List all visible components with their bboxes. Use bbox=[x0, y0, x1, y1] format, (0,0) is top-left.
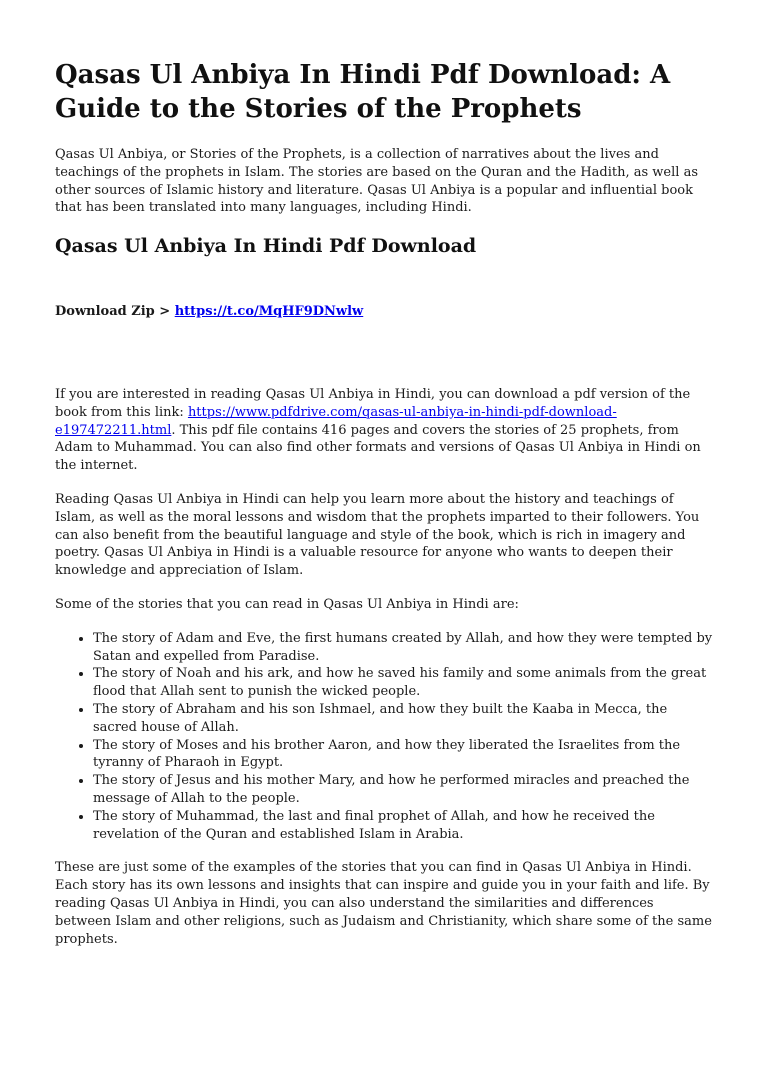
document-page bbox=[0, 58, 768, 948]
page-title: Qasas Ul Anbiya In Hindi Pdf Download: A Guide to the Stories of the Prophets bbox=[55, 60, 671, 124]
list-item: • The story of Abraham and his son Ishmael, and how they built the Kaaba in Mecca, the sacred house of Allah. bbox=[93, 701, 713, 737]
download-line bbox=[55, 303, 713, 321]
list-item: • The story of Noah and his ark, and how he saved his family and some animals from the great flood that Allah sent to punish the wicked people. bbox=[93, 665, 713, 701]
download-label: Download Zip > bbox=[55, 304, 171, 320]
pdf-paragraph-after: . This pdf file contains 416 pages and covers the stories of 25 prophets, from Adam to Muhammad. You can also find other formats and versions of Qasas Ul Anbiya in Hindi on the internet. bbox=[55, 422, 701, 474]
download-link[interactable]: https://t.co/MqHF9DNwlw bbox=[174, 304, 364, 320]
list-item: • The story of Muhammad, the last and final prophet of Allah, and how he received the revelation of the Quran and established Islam in Arabia. bbox=[93, 808, 713, 844]
pdf-link[interactable]: https://www.pdfdrive.com/qasas-ul-anbiya-in-hindi-pdf-download-e197472211.html bbox=[55, 404, 617, 438]
stories-list bbox=[55, 630, 713, 844]
benefits-paragraph: Reading Qasas Ul Anbiya in Hindi can help you learn more about the history and teachings of Islam, as well as the moral lessons and wisdom that the prophets imparted to their followers. You can also benefit from the beautiful language and style of the book, which is rich in imagery and poetry. Qasas Ul Anbiya in Hindi is a valuable resource for anyone who wants to deepen their knowledge and appreciation of Islam. bbox=[55, 491, 700, 579]
closing-paragraph: These are just some of the examples of the stories that you can find in Qasas Ul Anbiya in Hindi. Each story has its own lessons and insights that can inspire and guide you in your faith and life. By reading Qasas Ul Anbiya in Hindi, you can also understand the similarities and differences between Islam and other religions, such as Judaism and Christianity, which share some of the same prophets. bbox=[55, 860, 712, 947]
pdf-paragraph-before: If you are interested in reading Qasas Ul Anbiya in Hindi, you can download a pdf version of the book from this link: bbox=[55, 386, 691, 420]
list-item: • The story of Moses and his brother Aaron, and how they liberated the Israelites from the tyranny of Pharaoh in Egypt. bbox=[93, 737, 713, 773]
list-item: • The story of Jesus and his mother Mary, and how he performed miracles and preached the message of Allah to the people. bbox=[93, 772, 713, 808]
section-heading: Qasas Ul Anbiya In Hindi Pdf Download bbox=[55, 235, 477, 258]
pdf-paragraph bbox=[55, 386, 713, 475]
intro-paragraph: Qasas Ul Anbiya, or Stories of the Prophets, is a collection of narratives about the lives and teachings of the prophets in Islam. The stories are based on the Quran and the Hadith, as well as other sources of Islamic history and literature. Qasas Ul Anbiya is a popular and influential book that has been translated into many languages, including Hindi. bbox=[55, 147, 698, 216]
list-intro: Some of the stories that you can read in Qasas Ul Anbiya in Hindi are: bbox=[55, 596, 519, 612]
list-item: • The story of Adam and Eve, the first humans created by Allah, and how they were tempted by Satan and expelled from Paradise. bbox=[93, 630, 713, 666]
